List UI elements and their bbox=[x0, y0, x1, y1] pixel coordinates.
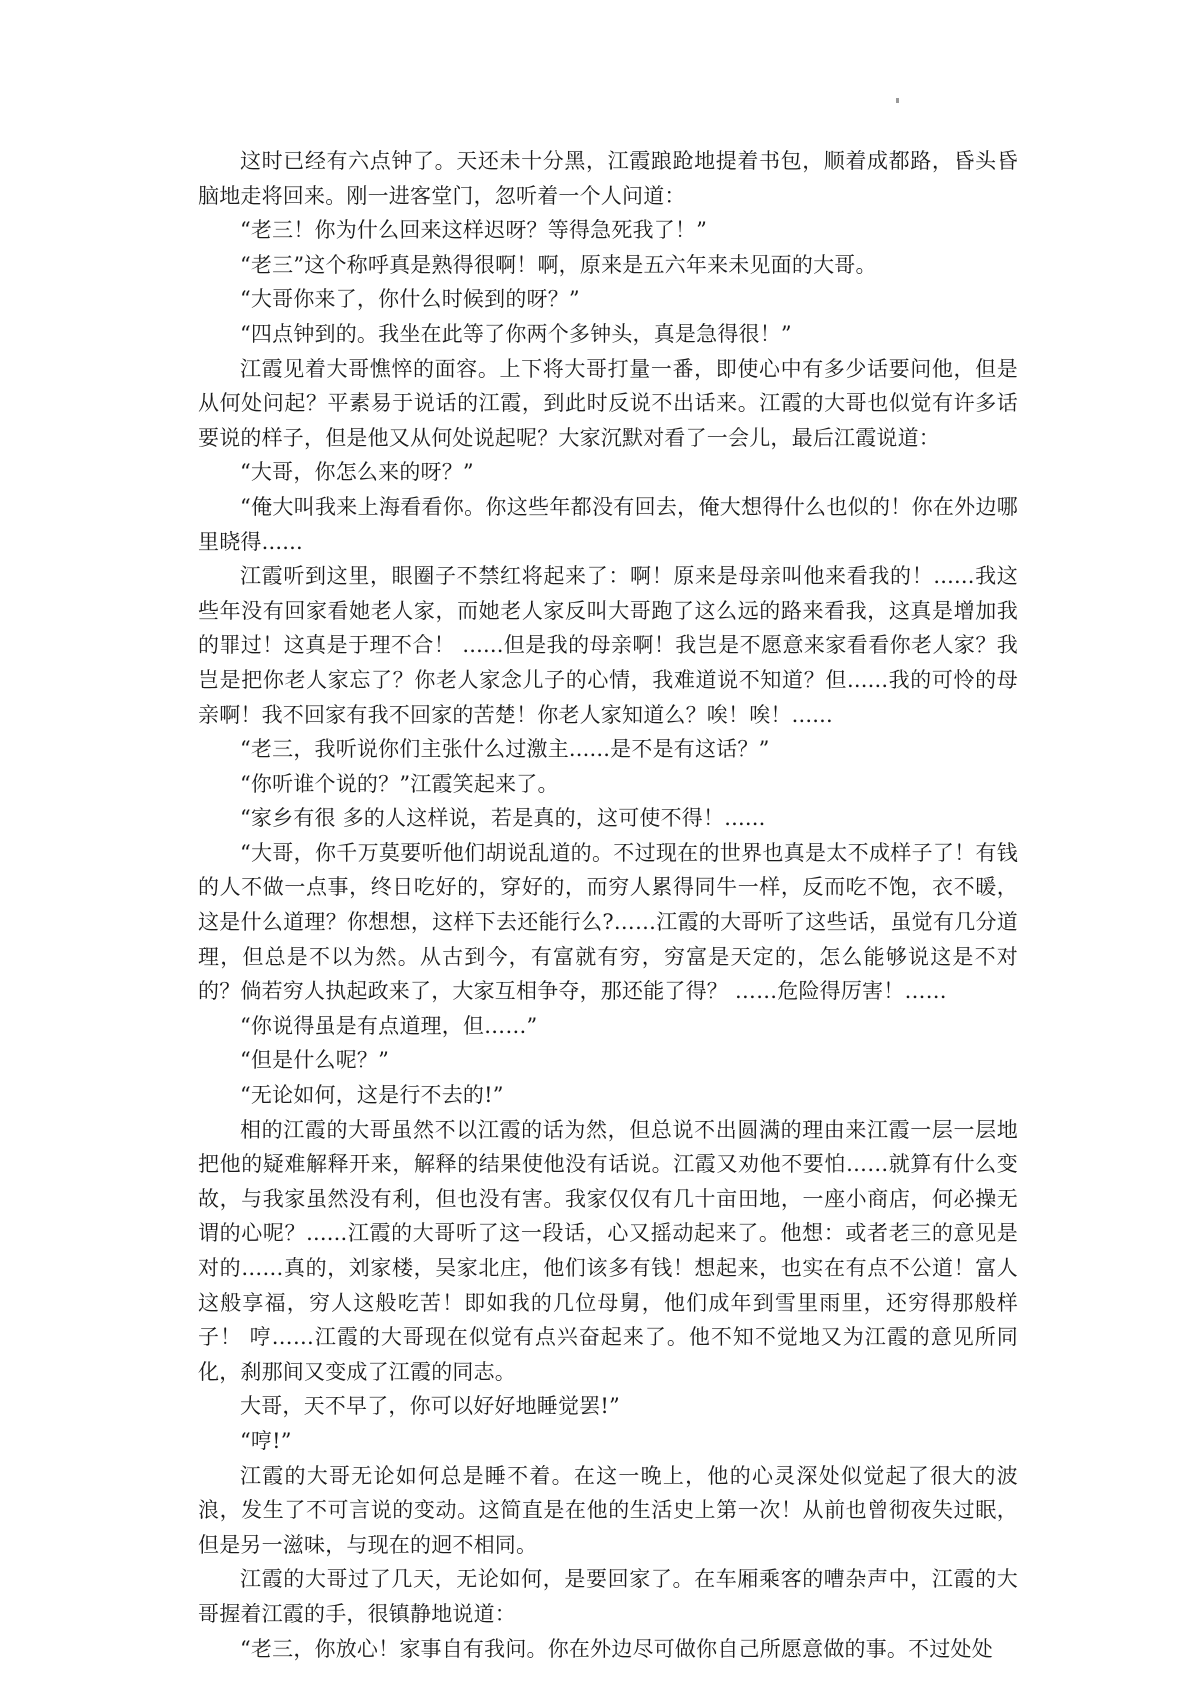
paragraph: “你说得虽是有点道理，但……” bbox=[240, 1013, 538, 1038]
paragraph: 江霞见着大哥憔悴的面容。上下将大哥打量一番，即使心中有多少话要问他，但是从何处问起？平素易于说话的江霞，到此时反说不出话来。江霞的大哥也似觉有许多话要说的样子，但是他又从何处说起呢？大家沉默对看了一会儿，最后江霞说道： bbox=[198, 356, 1018, 450]
body-text bbox=[198, 144, 1018, 1666]
paragraph: “俺大叫我来上海看看你。你这些年都没有回去，俺大想得什么也似的！你在外边哪里晓得...... bbox=[198, 494, 1018, 554]
paragraph: “老三”这个称呼真是熟得很啊！啊，原来是五六年来未见面的大哥。 bbox=[240, 252, 877, 277]
paragraph: “家乡有很 多的人这样说，若是真的，这可使不得！...... bbox=[240, 806, 766, 831]
paragraph: “四点钟到的。我坐在此等了你两个多钟头，真是急得很！” bbox=[240, 321, 792, 346]
paragraph: “老三，你放心！家事自有我问。你在外边尽可做你自己所愿意做的事。不过处处 bbox=[240, 1636, 993, 1661]
paragraph: “大哥，你千万莫要听他们胡说乱道的。不过现在的世界也真是太不成样子了！有钱的人不做一点事，终日吃好的，穿好的，而穷人累得同牛一样，反而吃不饱，衣不暖，这是什么道理？你想想，这样下去还能行么?……江霞的大哥听了这些话，虽觉有几分道理，但总是不以为然。从古到今，有富就有穷，穷富是天定的，怎么能够说这是不对的？倘若穷人执起政来了，大家互相争夺，那还能了得？ ……危险得厉害！…… bbox=[198, 840, 1018, 1004]
paragraph: 相的江霞的大哥虽然不以江霞的话为然，但总说不出圆满的理由来江霞一层一层地把他的疑难解释开来，解释的结果使他没有话说。江霞又劝他不要怕……就算有什么变故，与我家虽然没有利，但也没有害。我家仅仅有几十亩田地，一座小商店，何必操无谓的心呢？......江霞的大哥听了这一段话，心又摇动起来了。他想：或者老三的意见是对的……真的，刘家楼，吴家北庄，他们该多有钱！想起来，也实在有点不公道！富人这般享福，穷人这般吃苦！即如我的几位母舅，他们成年到雪里雨里，还穷得那般样子！ 哼……江霞的大哥现在似觉有点兴奋起来了。他不知不觉地又为江霞的意见所同化，刹那间又变成了江霞的同志。 bbox=[198, 1117, 1018, 1384]
paragraph: “大哥，你怎么来的呀？” bbox=[240, 460, 474, 485]
paragraph: “你听谁个说的？”江霞笑起来了。 bbox=[240, 771, 559, 796]
page-mark bbox=[896, 98, 899, 103]
paragraph: 江霞的大哥过了几天，无论如何，是要回家了。在车厢乘客的嘈杂声中，江霞的大哥握着江霞的手，很镇静地说道： bbox=[198, 1567, 1018, 1626]
paragraph: “大哥你来了，你什么时候到的呀？” bbox=[240, 287, 580, 312]
paragraph: “老三！你为什么回来这样迟呀？等得急死我了！” bbox=[240, 218, 708, 243]
paragraph: 大哥，天不早了，你可以好好地睡觉罢!” bbox=[240, 1394, 620, 1419]
paragraph: “老三，我听说你们主张什么过激主......是不是有这话？” bbox=[240, 737, 770, 762]
paragraph: 江霞听到这里，眼圈子不禁红将起来了：啊！原来是母亲叫他来看我的！......我这些年没有回家看她老人家，而她老人家反叫大哥跑了这么远的路来看我，这真是增加我的罪过！这真是于理不合！ ......但是我的母亲啊！我岂是不愿意来家看看你老人家？我岂是把你老人家忘了？你老人家念儿子的心情，我难道说不知道？但......我的可怜的母亲啊！我不回家有我不回家的苦楚！你老人家知道么？唉！唉！...... bbox=[198, 564, 1018, 727]
paragraph: 江霞的大哥无论如何总是睡不着。在这一晚上，他的心灵深处似觉起了很大的波浪，发生了不可言说的变动。这简直是在他的生活史上第一次！从前也曾彻夜失过眠，但是另一滋味，与现在的迥不相同。 bbox=[198, 1463, 1018, 1557]
paragraph: 这时已经有六点钟了。天还未十分黑，江霞踉跄地提着书包，顺着成都路，昏头昏脑地走将回来。刚一进客堂门，忽听着一个人问道： bbox=[198, 149, 1018, 208]
paragraph: “哼!” bbox=[240, 1428, 292, 1453]
paragraph: “无论如何，这是行不去的!” bbox=[240, 1083, 504, 1108]
paragraph: “但是什么呢？” bbox=[240, 1048, 390, 1073]
